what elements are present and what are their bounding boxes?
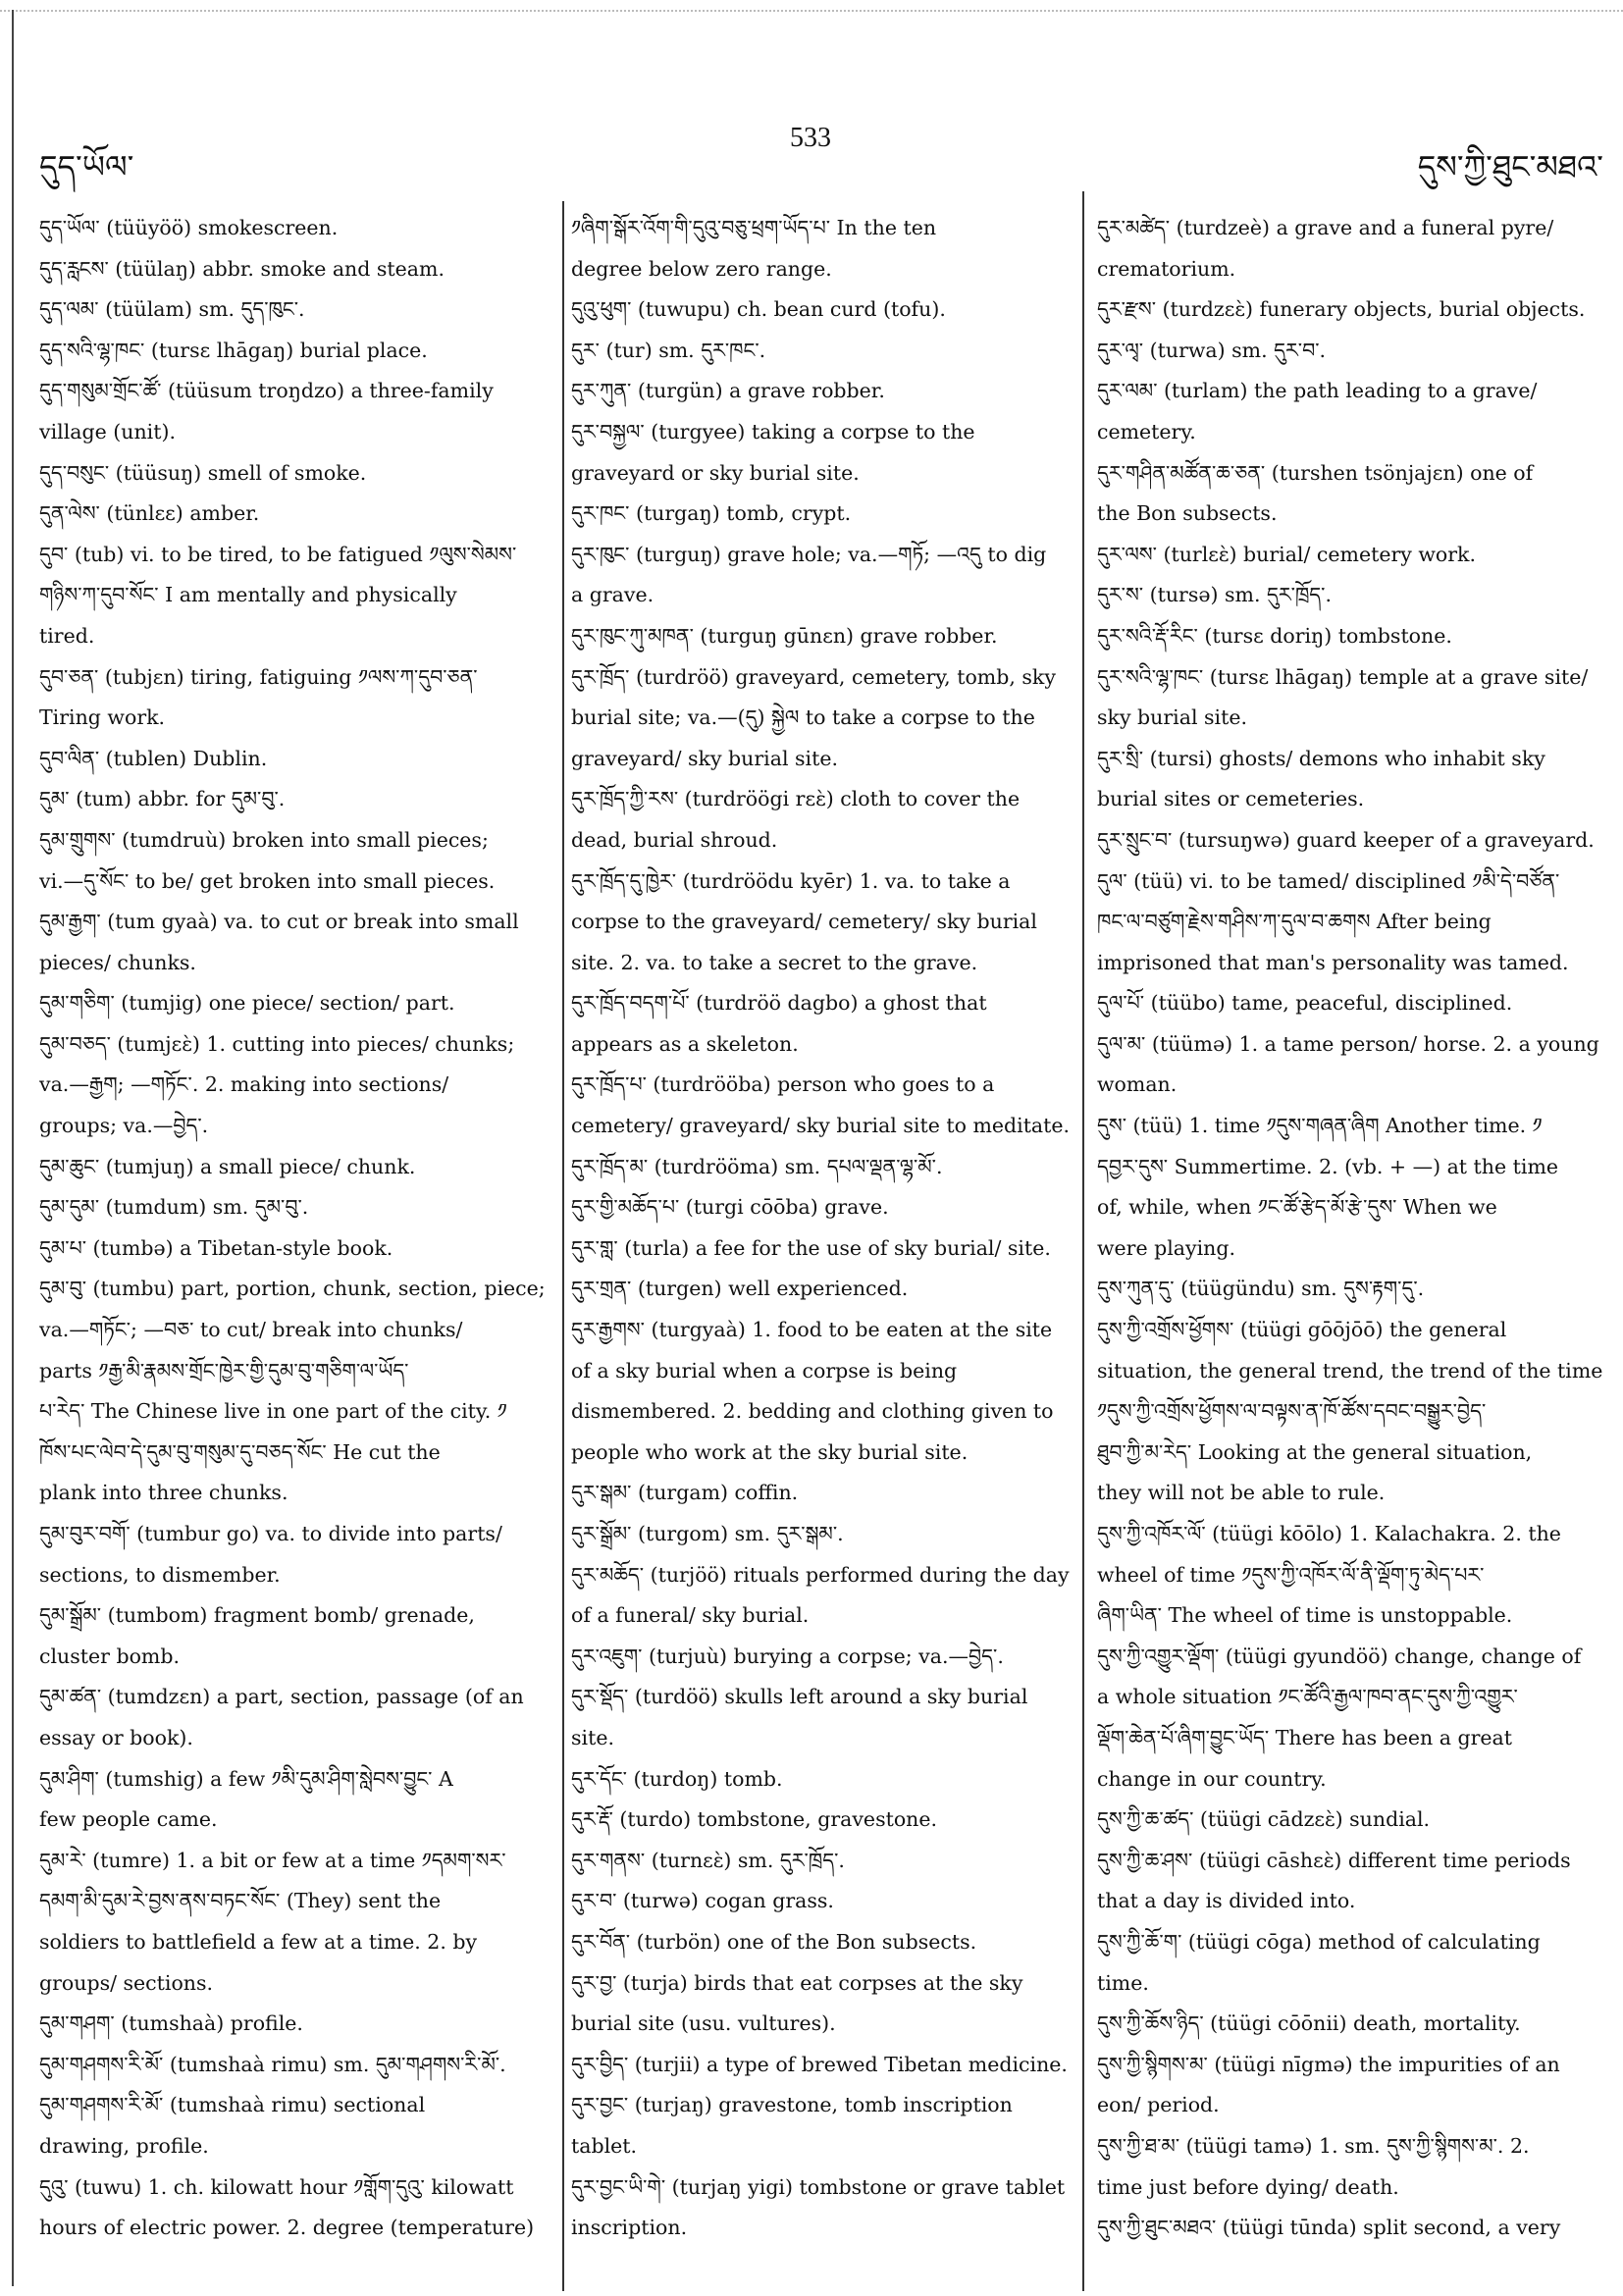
binding-edge xyxy=(12,10,14,2286)
entry-line: ཞིག་ཡིན་ The wheel of time is unstoppable. xyxy=(1097,1603,1513,1628)
column-divider xyxy=(1082,191,1084,2291)
dictionary-entry xyxy=(571,1065,1072,1146)
dictionary-entry xyxy=(39,1269,569,1514)
dictionary-entry xyxy=(1097,289,1607,331)
entry-line: དུས་ཀྱི་འགྲོས་ཕྱོགས་ (tüügi gōōjōō) the general xyxy=(1097,1318,1507,1342)
dictionary-entry xyxy=(571,208,1072,289)
entry-line: དུར་གླ་ (turla) a fee for the use of sky burial/ site. xyxy=(571,1235,1051,1260)
entry-line: དུད་བསུང་ (tüüsuŋ) smell of smoke. xyxy=(39,460,367,485)
entry-line: དུར་ལྭ་ (turwa) sm. དུར་བ་. xyxy=(1097,338,1327,362)
entry-line: དུར་གནས་ (turnɛɛ̀) sm. དུར་ཁྲོད་. xyxy=(571,1848,845,1872)
dictionary-entry xyxy=(571,1841,1072,1882)
dictionary-entry xyxy=(39,1841,569,2004)
entry-line: དུམ་གཤགས་རི་མོ་ (tumshaà rimu) sm. དུམ་གཤགས་རི་མོ་. xyxy=(39,2052,506,2076)
entry-line: པ་རེད་ The Chinese live in one part of the city. ༡ xyxy=(39,1399,507,1424)
dictionary-entry xyxy=(1097,1310,1607,1514)
entry-line: crematorium. xyxy=(1097,256,1236,281)
dictionary-entry xyxy=(1097,1800,1607,1841)
dictionary-entry xyxy=(39,902,569,983)
entry-line: དུའུ་ (tuwu) 1. ch. kilowatt hour ༡གློག་དུའུ་ kilowatt xyxy=(39,2174,514,2199)
entry-line: a grave. xyxy=(571,583,654,607)
entry-line: དུར་སའི་རྡོ་རིང་ (tursɛ doriŋ) tombstone. xyxy=(1097,623,1452,648)
entry-line: དུར་ཁྲོད་ (turdröö) graveyard, cemetery, tomb, sky xyxy=(571,664,1056,689)
entry-line: site. xyxy=(571,1725,614,1749)
entry-line: དུར་རྡོ་ (turdo) tombstone, gravestone. xyxy=(571,1807,938,1832)
dictionary-entry xyxy=(39,535,569,657)
entry-line: site. 2. va. to take a secret to the grave. xyxy=(571,950,978,974)
dictionary-entry xyxy=(39,1514,569,1595)
dictionary-entry xyxy=(571,494,1072,535)
dictionary-entry xyxy=(39,371,569,452)
dictionary-entry xyxy=(39,739,569,780)
entry-line: burial sites or cemeteries. xyxy=(1097,787,1365,811)
guide-word-right: དུས་ཀྱི་ཐུང་མཐའ་ xyxy=(1417,148,1603,185)
entry-line: དུར་བ་ (turwə) cogan grass. xyxy=(571,1889,834,1913)
entry-line: woman. xyxy=(1097,1072,1178,1097)
entry-line: people who work at the sky burial site. xyxy=(571,1439,969,1464)
entry-line: essay or book). xyxy=(39,1725,193,1749)
entry-line: དུམ་དུམ་ (tumdum) sm. དུམ་བུ་. xyxy=(39,1195,309,1220)
entry-line: དུམ་ཚན་ (tumdzɛn) a part, section, passage (of an xyxy=(39,1685,524,1709)
dictionary-entry xyxy=(571,2045,1072,2086)
entry-line: དུར་ཁུང་ (turguŋ) grave hole; va.—གཏོ; —འདུ to dig xyxy=(571,542,1047,566)
entry-line: དུབ་ཅན་ (tubjɛn) tiring, fatiguing ༡ལས་ཀ་དུབ་ཅན་ xyxy=(39,664,478,689)
entry-line: dismembered. 2. bedding and clothing given to xyxy=(571,1399,1054,1424)
entry-line: དུར་ས་ (tursə) sm. དུར་ཁྲོད་. xyxy=(1097,583,1332,607)
dictionary-entry xyxy=(1097,331,1607,372)
entry-line: དུར་ཁྲོད་མ་ (turdrööma) sm. དཔལ་ལྡན་ལྷ་མོ་. xyxy=(571,1154,943,1178)
entry-line: དུར་རྒྱགས་ (turgyaà) 1. food to be eaten at the site xyxy=(571,1318,1053,1342)
entry-line: དུར་ཁྲོད་དུ་ཁྱེར་ (turdröödu kyēr) 1. va. to take a xyxy=(571,868,1011,893)
page-number: 533 xyxy=(790,123,831,153)
entry-line: cemetery. xyxy=(1097,419,1196,444)
entry-line: དུས་ཀྱི་འགྱུར་ལྡོག་ (tüügi gyundöö) change, change of xyxy=(1097,1644,1582,1668)
entry-line: དུམ་ (tum) abbr. for དུམ་བུ་. xyxy=(39,787,286,811)
entry-line: they will not be able to rule. xyxy=(1097,1481,1386,1505)
dictionary-entry xyxy=(39,2004,569,2045)
entry-line: དུར་ཁྲོད་པ་ (turdrööba) person who goes to a xyxy=(571,1072,995,1097)
dictionary-entry xyxy=(39,249,569,290)
entry-line: དུར་སྲུང་བ་ (tursuŋwə) guard keeper of a graveyard. xyxy=(1097,827,1595,852)
dictionary-entry xyxy=(571,1677,1072,1758)
entry-line: དམག་མི་དུམ་རེ་བྱས་ནས་བཏང་སོང་ (They) sent the xyxy=(39,1889,442,1913)
dictionary-entry xyxy=(1097,1922,1607,2004)
entry-line: དུམ་ཆུང་ (tumjuŋ) a small piece/ chunk. xyxy=(39,1154,416,1178)
entry-line: tired. xyxy=(39,623,95,648)
entry-line: དུམ་བཅད་ (tumjɛɛ̀) 1. cutting into pieces/ chunks; xyxy=(39,1031,515,1056)
entry-line: imprisoned that man's personality was tamed. xyxy=(1097,950,1569,974)
column-3 xyxy=(1097,208,1607,2249)
dictionary-entry xyxy=(571,1473,1072,1514)
entry-line: དུམ་བུ་ (tumbu) part, portion, chunk, section, piece; xyxy=(39,1277,546,1301)
entry-line: དུར་ཁྲོད་བདག་པོ་ (turdröö dagbo) a ghost that xyxy=(571,991,987,1016)
dictionary-entry xyxy=(571,289,1072,331)
dictionary-entry xyxy=(1097,983,1607,1024)
entry-line: དུས་ཀྱི་ཆ་ཚད་ (tüügi cādzɛɛ̀) sundial. xyxy=(1097,1807,1431,1832)
entry-line: groups/ sections. xyxy=(39,1970,214,1995)
entry-line: dead, burial shroud. xyxy=(571,827,778,852)
dictionary-entry xyxy=(1097,575,1607,616)
entry-line: དུར་སྡོད་ (turdöö) skulls left around a sky burial xyxy=(571,1685,1028,1709)
dictionary-entry xyxy=(39,494,569,535)
dictionary-entry xyxy=(39,208,569,249)
dictionary-entry xyxy=(571,1800,1072,1841)
entry-line: corpse to the graveyard/ cemetery/ sky burial xyxy=(571,910,1037,934)
dictionary-entry xyxy=(1097,1269,1607,1310)
entry-line: དུས་ཀྱི་ཐ་མ་ (tüügi tamə) 1. sm. དུས་ཀྱི་སྙིགས་མ་. 2. xyxy=(1097,2133,1530,2158)
entry-line: ཐུབ་ཀྱི་མ་རེད་ Looking at the general situation, xyxy=(1097,1439,1533,1464)
entry-line: དུས་ཀྱི་ཆོ་ག་ (tüügi cōga) method of calculating xyxy=(1097,1929,1541,1954)
entry-line: དུར་དོང་ (turdoŋ) tomb. xyxy=(571,1766,783,1791)
dictionary-entry xyxy=(571,331,1072,372)
dictionary-entry xyxy=(39,2045,569,2086)
entry-line: དུར་བསྐྱལ་ (turgyee) taking a corpse to the xyxy=(571,419,975,444)
dictionary-entry xyxy=(571,2167,1072,2249)
entry-line: cemetery/ graveyard/ sky burial site to meditate. xyxy=(571,1114,1071,1138)
dictionary-entry xyxy=(571,1269,1072,1310)
entry-line: hours of electric power. 2. degree (temperature) xyxy=(39,2216,535,2240)
guide-word-left: དུད་ཡོལ་ xyxy=(39,148,134,185)
dictionary-entry xyxy=(1097,2126,1607,2208)
entry-line: va.—རྒྱག; —གཏོང་. 2. making into sections/ xyxy=(39,1072,449,1097)
entry-line: that a day is divided into. xyxy=(1097,1889,1356,1913)
entry-line: དུན་ལེས་ (tünlɛɛ) amber. xyxy=(39,501,260,526)
entry-line: ༡ཞིག་སྒོར་འོག་གི་དུའུ་བཅུ་ཕྲག་ཡོད་པ་ In the ten xyxy=(571,216,937,239)
top-edge xyxy=(0,10,1623,12)
dictionary-entry xyxy=(1097,371,1607,452)
entry-line: ལྡོག་ཆེན་པོ་ཞིག་བྱུང་ཡོད་ There has been a great xyxy=(1097,1725,1512,1749)
dictionary-entry xyxy=(1097,208,1607,289)
dictionary-entry xyxy=(1097,1024,1607,1106)
entry-line: དུར་རྫས་ (turdzɛɛ̀) funerary objects, burial objects. xyxy=(1097,297,1586,322)
entry-line: དུར་གྱི་མཆོད་པ་ (turgi cōōba) grave. xyxy=(571,1195,889,1220)
entry-line: drawing, profile. xyxy=(39,2133,209,2158)
entry-line: graveyard or sky burial site. xyxy=(571,460,860,485)
entry-line: change in our country. xyxy=(1097,1766,1327,1791)
entry-line: དུས་ཀྱི་ཐུང་མཐའ་ (tüügi tūnda) split second, a very xyxy=(1097,2216,1561,2240)
dictionary-entry xyxy=(571,657,1072,780)
entry-line: དུར་ (tur) sm. དུར་ཁང་. xyxy=(571,338,766,362)
dictionary-entry xyxy=(571,1881,1072,1922)
dictionary-entry xyxy=(571,861,1072,984)
entry-line: were playing. xyxy=(1097,1235,1236,1260)
dictionary-entry xyxy=(39,453,569,495)
entry-line: དུབ་ (tub) vi. to be tired, to be fatigued ༡ལུས་སེམས་ xyxy=(39,542,517,566)
entry-line: inscription. xyxy=(571,2216,688,2240)
entry-line: དུམ་བུར་བགོ་ (tumbur go) va. to divide into parts/ xyxy=(39,1522,502,1545)
entry-line: དུམ་གཅིག་ (tumjig) one piece/ section/ part. xyxy=(39,991,455,1016)
entry-line: དུལ་མ་ (tüümə) 1. a tame person/ horse. 2. a young xyxy=(1097,1031,1599,1056)
entry-line: དུམ་རྒྱག་ (tum gyaà) va. to cut or break into small xyxy=(39,910,519,934)
dictionary-entry xyxy=(1097,1637,1607,1800)
dictionary-entry xyxy=(1097,453,1607,535)
entry-line: tablet. xyxy=(571,2133,638,2158)
dictionary-entry xyxy=(1097,820,1607,861)
dictionary-entry xyxy=(1097,657,1607,739)
column-2 xyxy=(571,208,1072,2249)
dictionary-entry xyxy=(39,1187,569,1228)
dictionary-entry xyxy=(39,1228,569,1270)
entry-line: དུར་མཚེད་ (turdzeè) a grave and a funeral pyre/ xyxy=(1097,216,1554,239)
entry-line: དུར་བྱ་ (turja) birds that eat corpses at the sky xyxy=(571,1970,1023,1995)
dictionary-entry xyxy=(571,2085,1072,2166)
entry-line: དུར་ཁྲོད་ཀྱི་རས་ (turdröögi rɛɛ̀) cloth to cover the xyxy=(571,787,1021,811)
dictionary-entry xyxy=(39,1595,569,1677)
entry-line: དུར་མཆོད་ (turjöö) rituals performed during the day xyxy=(571,1562,1070,1587)
entry-line: དུར་སྒམ་ (turgam) coffin. xyxy=(571,1481,799,1505)
entry-line: གཉིས་ཀ་དུབ་སོང་ I am mentally and physically xyxy=(39,583,457,607)
dictionary-entry xyxy=(1097,1106,1607,1269)
entry-line: དུམ་ཤིག་ (tumshig) a few ༡མི་དུམ་ཤིག་སླེབས་བྱུང་ A xyxy=(39,1766,453,1791)
dictionary-entry xyxy=(571,1187,1072,1228)
entry-line: དུར་བོན་ (turbön) one of the Bon subsects. xyxy=(571,1929,977,1954)
entry-line: ༡དུས་ཀྱི་འགྲོས་ཕྱོགས་ལ་བལྟས་ན་ཁོ་ཚོས་དབང་བསྒྱུར་བྱེད་ xyxy=(1097,1399,1487,1424)
entry-line: དུམ་གཤག་ (tumshaà) profile. xyxy=(39,2011,303,2036)
entry-line: དུར་བྱང་ (turjaŋ) gravestone, tomb inscription xyxy=(571,2093,1013,2117)
entry-line: དུར་གྲན་ (turgen) well experienced. xyxy=(571,1277,909,1301)
dictionary-entry xyxy=(39,2085,569,2166)
entry-line: soldiers to battlefield a few at a time. 2. by xyxy=(39,1929,478,1954)
entry-line: few people came. xyxy=(39,1807,218,1832)
entry-line: དུར་སྲི་ (tursi) ghosts/ demons who inhabit sky xyxy=(1097,746,1545,770)
entry-line: དུར་ཀུན་ (turgün) a grave robber. xyxy=(571,379,885,403)
entry-line: ཁོས་པང་ལེབ་དེ་དུམ་བུ་གསུམ་དུ་བཅད་སོང་ He cut the xyxy=(39,1439,441,1464)
dictionary-entry xyxy=(39,779,569,820)
dictionary-entry xyxy=(1097,535,1607,576)
entry-line: དུས་ཀུན་དུ་ (tüügündu) sm. དུས་རྟག་དུ་. xyxy=(1097,1277,1425,1301)
entry-line: དུད་ཡོལ་ (tüüyöö) smokescreen. xyxy=(39,216,339,239)
entry-line: plank into three chunks. xyxy=(39,1481,288,1505)
dictionary-entry xyxy=(571,1147,1072,1188)
dictionary-entry xyxy=(571,412,1072,494)
entry-line: དུར་སའི་ལྷ་ཁང་ (tursɛ lhāgaŋ) temple at a grave site/ xyxy=(1097,664,1589,689)
entry-line: ཁང་ལ་བཙུག་རྗེས་གཤིས་ཀ་དུལ་བ་ཆགས After being xyxy=(1097,910,1492,934)
column-1 xyxy=(39,208,569,2249)
dictionary-entry xyxy=(571,1514,1072,1555)
dictionary-entry xyxy=(571,1922,1072,1963)
dictionary-entry xyxy=(571,1963,1072,2045)
entry-line: graveyard/ sky burial site. xyxy=(571,746,838,770)
dictionary-entry xyxy=(39,820,569,902)
entry-line: དུའུ་ཕུག་ (tuwupu) ch. bean curd (tofu). xyxy=(571,297,946,322)
entry-line: pieces/ chunks. xyxy=(39,950,196,974)
entry-line: དུར་བྱང་ཡི་གེ་ (turjaŋ yigi) tombstone or grave tablet xyxy=(571,2174,1066,2199)
dictionary-entry xyxy=(39,331,569,372)
entry-line: དུས་ཀྱི་འཁོར་ལོ་ (tüügi kōōlo) 1. Kalachakra. 2. the xyxy=(1097,1522,1561,1545)
dictionary-entry xyxy=(571,1637,1072,1678)
entry-line: eon/ period. xyxy=(1097,2093,1220,2117)
entry-line: parts ༡རྒྱ་མི་རྣམས་གྲོང་ཁྱེར་གྱི་དུམ་བུ་གཅིག་ལ་ཡོད་ xyxy=(39,1358,409,1383)
entry-line: sky burial site. xyxy=(1097,705,1247,730)
dictionary-entry xyxy=(1097,1514,1607,1637)
entry-line: groups; va.—བྱེད་. xyxy=(39,1114,209,1138)
entry-line: time. xyxy=(1097,1970,1149,1995)
entry-line: དུམ་པ་ (tumbə) a Tibetan-style book. xyxy=(39,1235,393,1260)
dictionary-entry xyxy=(39,983,569,1024)
entry-line: དུལ་པོ་ (tüübo) tame, peaceful, disciplined. xyxy=(1097,991,1513,1016)
entry-line: Tiring work. xyxy=(39,705,166,730)
entry-line: དུལ་ (tüü) vi. to be tamed/ disciplined ༡མི་དེ་བཙོན་ xyxy=(1097,868,1560,893)
entry-line: དུས་ཀྱི་ཆ་ཤས་ (tüügi cāshɛɛ̀) different time periods xyxy=(1097,1848,1571,1872)
entry-line: burial site; va.—(དུ) སྐྱེལ to take a corpse to the xyxy=(571,705,1035,730)
entry-line: དུད་ལམ་ (tüülam) sm. དུད་ཁུང་. xyxy=(39,297,305,322)
entry-line: burial site (usu. vultures). xyxy=(571,2011,836,2036)
dictionary-entry xyxy=(571,779,1072,861)
entry-line: appears as a skeleton. xyxy=(571,1031,799,1056)
dictionary-entry xyxy=(1097,861,1607,984)
entry-line: wheel of time ༡དུས་ཀྱི་འཁོར་ལོ་ནི་ལྡོག་ཏུ་མེད་པར་ xyxy=(1097,1562,1485,1587)
entry-line: of, while, when ༡ང་ཚོ་རྩེད་མོ་རྩེ་དུས་ When we xyxy=(1097,1195,1497,1220)
dictionary-entry xyxy=(571,371,1072,412)
entry-line: དུས་ (tüü) 1. time ༡དུས་གཞན་ཞིག Another time. ༡ xyxy=(1097,1114,1543,1138)
dictionary-entry xyxy=(571,983,1072,1065)
dictionary-entry xyxy=(1097,2004,1607,2045)
entry-line: of a funeral/ sky burial. xyxy=(571,1603,810,1628)
dictionary-entry xyxy=(39,2167,569,2249)
entry-line: དུད་སའི་ལྷ་ཁང་ (tursɛ lhāgaŋ) burial place. xyxy=(39,338,428,362)
dictionary-entry xyxy=(39,657,569,739)
entry-line: དུས་ཀྱི་སྙིགས་མ་ (tüügi nīgmə) the impurities of an xyxy=(1097,2052,1560,2076)
dictionary-entry xyxy=(571,616,1072,657)
entry-line: the Bon subsects. xyxy=(1097,501,1278,526)
entry-line: time just before dying/ death. xyxy=(1097,2174,1399,2199)
entry-line: cluster bomb. xyxy=(39,1644,180,1668)
entry-line: དུར་ཁང་ (turgaŋ) tomb, crypt. xyxy=(571,501,852,526)
entry-line: དུབ་ལིན་ (tublen) Dublin. xyxy=(39,746,268,770)
dictionary-entry xyxy=(39,1024,569,1147)
dictionary-entry xyxy=(571,1310,1072,1473)
entry-line: དུམ་རེ་ (tumre) 1. a bit or few at a time ༡དམག་སར་ xyxy=(39,1848,506,1872)
dictionary-entry xyxy=(39,289,569,331)
entry-line: དུད་གསུམ་གྲོང་ཚོ་ (tüüsum troŋdzo) a three-family xyxy=(39,379,494,403)
dictionary-entry xyxy=(1097,2045,1607,2126)
entry-line: དབྱར་དུས་ Summertime. 2. (vb. + —) at the time xyxy=(1097,1154,1559,1178)
entry-line: དུར་ཁུང་ཀུ་མཁན་ (turguŋ gūnɛn) grave robber. xyxy=(571,623,998,648)
dictionary-entry xyxy=(39,1677,569,1758)
dictionary-entry xyxy=(1097,2208,1607,2249)
entry-line: དུར་གཤིན་མཚོན་ཆ་ཅན་ (turshen tsönjajɛn) one of xyxy=(1097,460,1534,485)
entry-line: va.—གཏོང་; —བཅ་ to cut/ break into chunks/ xyxy=(39,1318,463,1342)
entry-line: village (unit). xyxy=(39,419,176,444)
entry-line: དུར་ལས་ (turlɛɛ̀) burial/ cemetery work. xyxy=(1097,542,1476,566)
entry-line: དུར་ལམ་ (turlam) the path leading to a grave/ xyxy=(1097,379,1538,403)
dictionary-entry xyxy=(571,1759,1072,1800)
entry-line: sections, to dismember. xyxy=(39,1562,281,1587)
entry-line: དུར་འཇུག་ (turjuù) burying a corpse; va.—བྱེད་. xyxy=(571,1644,1004,1668)
dictionary-entry xyxy=(39,1147,569,1188)
entry-line: a whole situation ༡ང་ཚོའི་རྒྱལ་ཁབ་ནང་དུས་ཀྱི་འགྱུར་ xyxy=(1097,1685,1518,1709)
entry-line: དུམ་གཤགས་རི་མོ་ (tumshaà rimu) sectional xyxy=(39,2093,426,2117)
dictionary-entry xyxy=(39,1759,569,1841)
dictionary-entry xyxy=(1097,1841,1607,1922)
entry-line: དུར་བྱིད་ (turjii) a type of brewed Tibetan medicine. xyxy=(571,2052,1068,2076)
dictionary-entry xyxy=(571,1555,1072,1637)
entry-line: of a sky burial when a corpse is being xyxy=(571,1358,958,1383)
dictionary-entry xyxy=(1097,616,1607,657)
entry-line: situation, the general trend, the trend of the time xyxy=(1097,1358,1603,1383)
entry-line: དུད་རླངས་ (tüülaŋ) abbr. smoke and steam. xyxy=(39,256,445,281)
dictionary-entry xyxy=(571,1228,1072,1270)
dictionary-entry xyxy=(1097,739,1607,820)
entry-line: vi.—དུ་སོང་ to be/ get broken into small pieces. xyxy=(39,868,496,893)
entry-line: དུར་སྒྲོམ་ (turgom) sm. དུར་སྒམ་. xyxy=(571,1522,844,1545)
entry-line: degree below zero range. xyxy=(571,256,832,281)
dictionary-entry xyxy=(571,535,1072,616)
entry-line: དུམ་གྲུགས་ (tumdruù) broken into small pieces; xyxy=(39,827,489,852)
entry-line: དུམ་སྒྲོམ་ (tumbom) fragment bomb/ grenade, xyxy=(39,1603,475,1628)
entry-line: དུས་ཀྱི་ཆོས་ཉིད་ (tüügi cōōnii) death, mortality. xyxy=(1097,2011,1521,2036)
